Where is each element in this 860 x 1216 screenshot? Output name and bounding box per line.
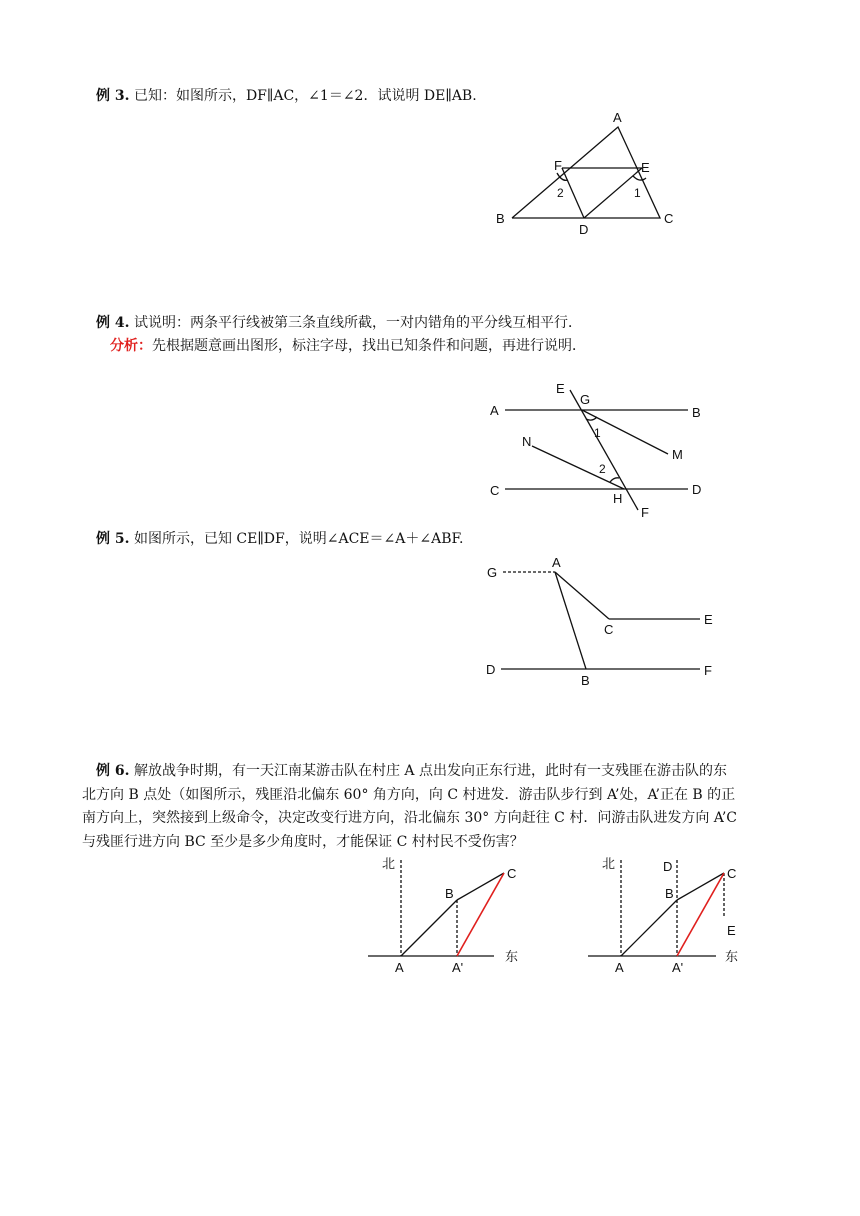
ex5-label-g: G xyxy=(487,565,498,580)
ex6l-label-a: A xyxy=(395,960,404,975)
ex4-label-a: A xyxy=(490,403,499,418)
ex5-label-a: A xyxy=(552,555,561,570)
ex6r-segment-ab xyxy=(621,900,677,956)
ex6l-label-c: C xyxy=(507,866,517,881)
ex6l-label-a2: A' xyxy=(452,960,464,975)
ex6l-label-b: B xyxy=(445,886,454,901)
ex5-number: 例 5. xyxy=(96,531,130,547)
ex4-label-g: G xyxy=(580,392,591,407)
ex3-angle-2-label: 2 xyxy=(557,186,564,200)
ex6-line-4: 与残匪行进方向 BC 至少是多少角度时，才能保证 C 村村民不受伤害？ xyxy=(82,833,524,850)
ex5-label-e: E xyxy=(704,612,713,627)
ex6r-label-e: E xyxy=(727,923,736,938)
ex4-text: 试说明：两条平行线被第三条直线所截，一对内错角的平分线互相平行． xyxy=(133,315,582,331)
ex6-line-3: 南方向上，突然接到上级命令，决定改变行进方向，沿北偏东 30° 方向赶往 C 村．问游击队进发方向 A’C xyxy=(82,810,737,826)
ex3-label-c: C xyxy=(664,211,674,226)
ex5-label-d: D xyxy=(486,662,496,677)
ex3-text: 已知：如图所示，DF∥AC，∠1＝∠2．试说明 DE∥AB. xyxy=(133,88,477,104)
ex6r-label-a2: A' xyxy=(672,960,684,975)
ex6-line-1: 解放战争时期，有一天江南某游击队在村庄 A 点出发向正东行进，此时有一支残匪在游击队的东 xyxy=(133,763,727,779)
ex4-label-b: B xyxy=(692,405,701,420)
ex4-label-h: H xyxy=(613,491,623,506)
ex4-analysis-text: 先根据题意画出图形，标注字母，找出已知条件和问题，再进行说明． xyxy=(152,338,586,354)
ex4-angle-2-label: 2 xyxy=(599,462,606,476)
ex3-angle-1-label: 1 xyxy=(634,186,641,200)
ex6-number: 例 6. xyxy=(96,763,130,779)
ex4-label-n: N xyxy=(522,434,532,449)
ex4-angle-1-label: 1 xyxy=(594,426,601,440)
ex5-label-f: F xyxy=(704,663,712,678)
ex6r-north-label: 北 xyxy=(602,857,616,872)
ex3-number: 例 3. xyxy=(96,88,130,104)
ex4-label-m: M xyxy=(672,447,683,462)
ex4-label-c: C xyxy=(490,483,500,498)
ex4-number: 例 4. xyxy=(96,315,130,331)
ex3-label-e: E xyxy=(641,160,650,175)
ex4-label-d: D xyxy=(692,482,702,497)
ex3-label-b: B xyxy=(496,211,505,226)
ex4-analysis-label: 分析： xyxy=(110,338,152,354)
ex6r-label-c: C xyxy=(727,866,737,881)
ex5-text: 如图所示，已知 CE∥DF，说明∠ACE＝∠A＋∠ABF. xyxy=(133,531,464,547)
ex6r-east-label: 东 xyxy=(725,950,739,965)
ex5-label-b: B xyxy=(581,673,590,688)
ex4-label-e: E xyxy=(556,381,565,396)
ex3-label-a: A xyxy=(613,110,622,125)
ex3-label-d: D xyxy=(579,222,589,237)
ex4-label-f: F xyxy=(641,505,649,520)
ex6l-east-label: 东 xyxy=(505,950,519,965)
ex6r-label-d: D xyxy=(663,859,673,874)
ex6r-label-b: B xyxy=(665,886,674,901)
ex5-label-c: C xyxy=(604,622,614,637)
ex3-label-f: F xyxy=(554,158,562,173)
ex6-line-2: 北方向 B 点处（如图所示，残匪沿北偏东 60° 角方向，向 C 村进发．游击队步行到 A’处，A’正在 B 的正 xyxy=(82,786,736,803)
ex6r-label-a: A xyxy=(615,960,624,975)
ex6l-north-label: 北 xyxy=(382,857,396,872)
ex6r-segment-a2c xyxy=(677,873,724,956)
